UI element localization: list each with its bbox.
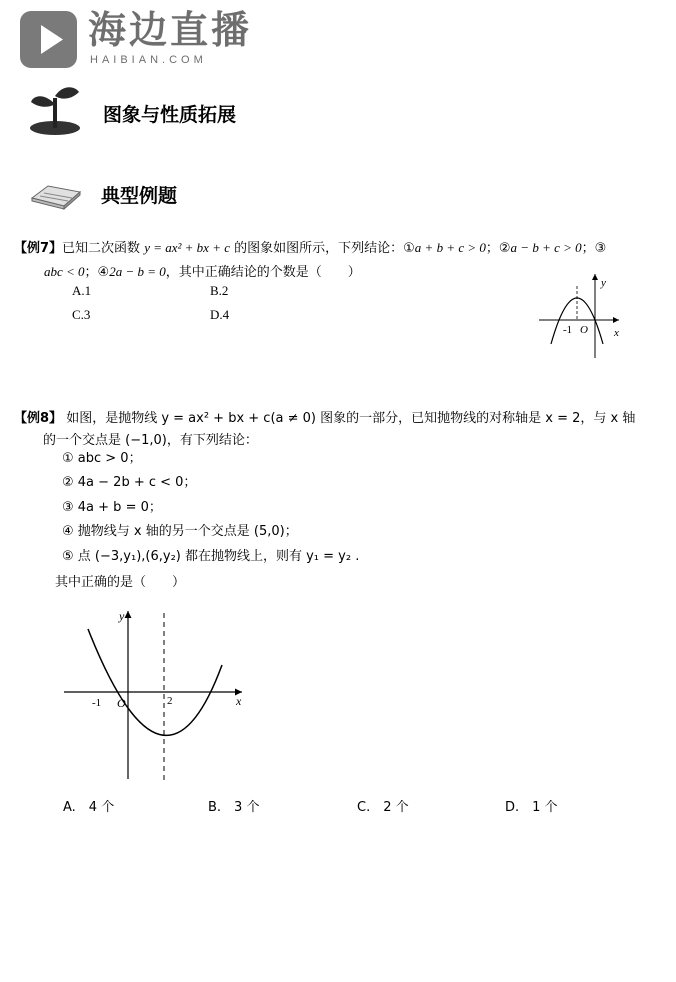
ex7-option-a: A.1 <box>72 283 92 298</box>
ex8-tag: 【例8】 <box>14 411 63 426</box>
ex8-graph-label-2: 2 <box>167 695 173 707</box>
ex7-option-d: D.4 <box>210 307 230 322</box>
ex7-option-b: B.2 <box>210 283 229 298</box>
logo-play-icon <box>20 11 77 68</box>
logo-subtitle: HAIBIAN.COM <box>90 54 207 66</box>
ex7-parabola-graph <box>533 268 633 363</box>
ex8-item-4: ④ 抛物线与 x 轴的另一个交点是 (5,0)； <box>62 524 298 539</box>
ex8-line2: 的一个交点是 (−1,0)，有下列结论： <box>43 433 258 448</box>
ex8-item-5: ⑤ 点 (−3,y₁),(6,y₂) 都在抛物线上，则有 y₁ = y₂ . <box>62 549 360 564</box>
ex7-tag: 【例7】 <box>14 241 63 256</box>
section-title-graph-properties: 图象与性质拓展 <box>103 104 237 126</box>
ex8-option-a: A. 4 个 <box>63 800 115 815</box>
ex7-line2: abc < 0；④2a − b = 0，其中正确结论的个数是（ ） <box>44 264 361 280</box>
ex8-item-1: ① abc > 0； <box>62 451 142 466</box>
book-icon <box>30 180 82 216</box>
section-title-typical-examples: 典型例题 <box>101 185 178 207</box>
ex7-option-c: C.3 <box>72 307 91 322</box>
ex7-graph-label-neg1: -1 <box>563 324 573 336</box>
ex8-graph-x-label: x <box>236 694 242 708</box>
ex8-item-3: ③ 4a + b = 0； <box>62 500 162 515</box>
ex7-line1: 【例7】已知二次函数 y = ax² + bx + c 的图象如图所示，下列结论：①a + b + c > 0；②a − b + c > 0；③ <box>14 240 607 256</box>
ex8-graph-y-label: y <box>119 609 125 623</box>
ex8-parabola-graph <box>60 605 250 785</box>
ex8-line1: 【例8】 如图，是抛物线 y = ax² + bx + c(a ≠ 0) 图象的一部分，已知抛物线的对称轴是 x = 2，与 x 轴 <box>14 411 636 426</box>
ex8-graph-label-neg1: -1 <box>92 697 102 709</box>
ex8-item-2: ② 4a − 2b + c < 0； <box>62 475 197 490</box>
ex7-graph-label-o: O <box>580 324 588 336</box>
ex8-option-b: B. 3 个 <box>208 800 260 815</box>
ex8-graph-label-o: O <box>117 696 126 710</box>
logo-name: 海边直播 <box>88 8 253 52</box>
ex8-question: 其中正确的是（ ） <box>55 575 186 590</box>
ex7-formula: y = ax² + bx + c <box>144 240 230 255</box>
ex8-option-d: D. 1 个 <box>505 800 558 815</box>
ex8-option-c: C. 2 个 <box>357 800 409 815</box>
ex7-graph-x-label: x <box>614 327 619 339</box>
sprout-icon <box>29 82 83 140</box>
ex7-graph-y-label: y <box>601 277 606 289</box>
